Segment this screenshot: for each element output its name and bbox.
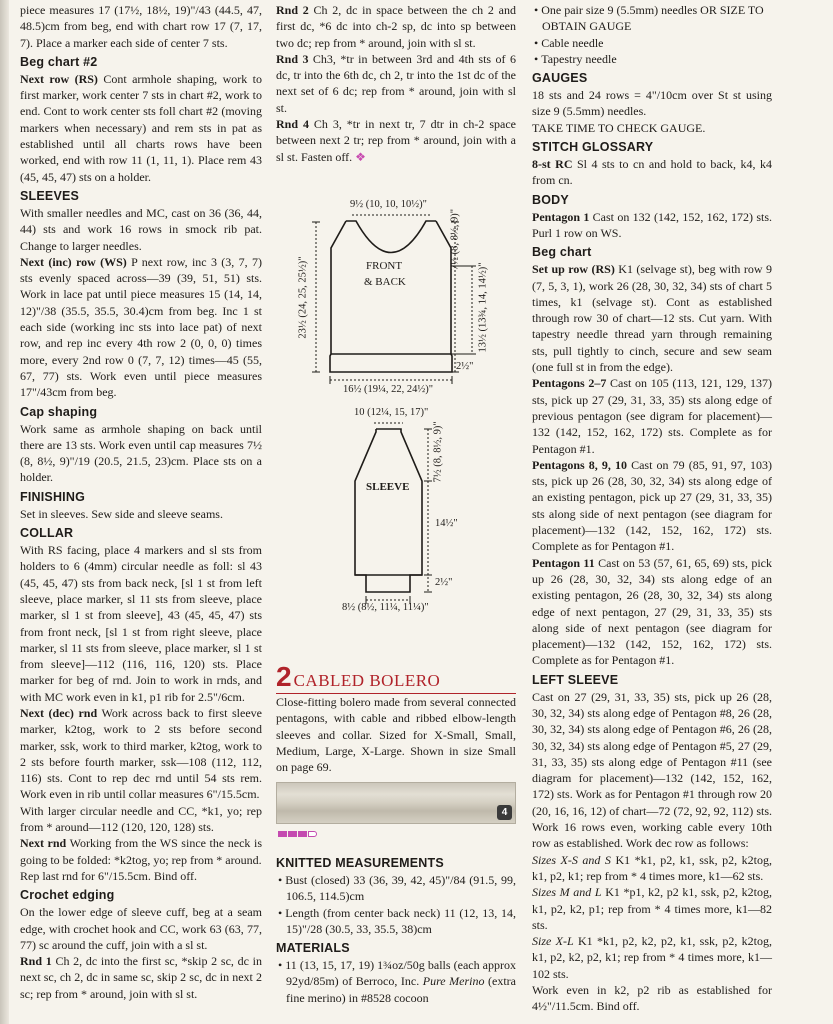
sleeve-length-label: 14½" <box>435 518 458 529</box>
material-yarn-end: (extra fine merino) in #8528 cocoon <box>286 974 516 1005</box>
end-mark-icon: ❖ <box>355 149 366 164</box>
step-text: K1 (selvage st), beg with row 9 (7, 5, 3, 1), work 26 (28, 30, 32, 34) sts of chart 5 times, k1 (selvage st). Cont as established through row 30 of chart—12 sts. Cut yarn. With tapestry needle thread yarn through remaining sts, pull tightly to cinch, secure and sew seam (one full st in from the edge). <box>532 262 772 375</box>
front-left-height-label: 23½ (24, 25, 25½)" <box>297 256 309 339</box>
step-lead: Pentagon 1 <box>532 209 590 224</box>
list-item: • One pair size 9 (5.5mm) needles OR SIZE TO OBTAIN GAUGE <box>532 2 772 35</box>
skill-segment-empty <box>308 831 317 837</box>
step-text: Sl 4 sts to cn and hold to back, k4, k4 from cn. <box>532 157 772 188</box>
heading-beg-chart-2: Beg chart #2 <box>20 54 98 69</box>
step-text: Cont armhole shaping, work to first marker, work center 7 sts in chart #2, work to end. Cont to work center sts foll chart #2 (moving markers when necessary) and rem sts in pat as established until all charts rows have been worked, end with row 11 (1, 11, 1). Place rem 43 (45, 45, 47) sts on a holder. <box>20 71 262 184</box>
paragraph <box>20 705 262 803</box>
step-lead: Pentagons 8, 9, 10 <box>532 457 627 472</box>
heading-stitch-glossary: STITCH GLOSSARY <box>532 140 654 155</box>
skill-segment <box>298 831 307 837</box>
column-middle-bottom <box>276 852 516 1006</box>
paragraph <box>20 71 262 185</box>
front-top-width-label: 9½ (10, 10, 10½)" <box>350 199 427 210</box>
paragraph <box>276 116 516 165</box>
step-text: Cast on 53 (57, 61, 65, 69) sts, pick up 26 (28, 30, 32, 34) sts along edge of an existing pentagon, 26 (28, 30, 32, 34) sts along edge of next pentagon, 27 (29, 31, 33, 35) sts along side of next pentagon (see diagram for placement)—132 (142, 152, 162, 172) sts. Complete as for Pentagon #1. <box>532 555 772 668</box>
front-rib-label: 2½" <box>456 361 474 372</box>
paragraph <box>532 156 772 189</box>
sleeve-cap-label: 7½ (8, 8½, 9)" <box>432 421 444 483</box>
sleeve-label: SLEEVE <box>366 481 410 493</box>
heading-left-sleeve: LEFT SLEEVE <box>532 672 619 687</box>
paragraph: On the lower edge of sleeve cuff, beg at a seam edge, with crochet hook and CC, work 63 (63, 77, 77) sc around the cuff, join with a sl st. <box>20 905 262 952</box>
step-text: Work across back to first sleeve marker, k2tog, work to 2 sts before second marker, ssk, work to third marker, k2tog, work to 2 sts before fourth marker, ssk—108 (112, 112, 116) sts. Cont to rep dec rnd until 54 sts rem. Work even in rib until collar measures 6"/15.5cm. <box>20 705 262 802</box>
front-label-line1: FRONT <box>366 260 403 272</box>
paragraph: With smaller needles and MC, cast on 36 (36, 44, 44) sts and work 16 rows in smock rib pat. Change to larger needles. <box>20 205 262 253</box>
step-text: Ch 2, dc in space between the ch 2 and first dc, *6 dc into ch-2 sp, dc into sp between two dc; rep from * around, join with sl st. <box>276 3 516 50</box>
step-lead: Next (dec) rnd <box>20 705 98 720</box>
step-lead: 8-st RC <box>532 157 573 172</box>
paragraph: 18 sts and 24 rows = 4"/10cm over St st using size 9 (5.5mm) needles. <box>532 88 772 119</box>
step-text: Cast on 79 (85, 91, 97, 103) sts, pick up 26 (28, 30, 32, 34) sts along edge of an existing pentagon, pick up 27 (29, 31, 33, 35) sts along side of next pentagon (see diagram for placement)—132 (142, 152, 162, 172) sts. Complete as for Pentagon #1. <box>532 457 773 554</box>
pattern-number: 2 <box>276 661 292 692</box>
heading-materials: MATERIALS <box>276 941 350 956</box>
paragraph <box>532 375 772 456</box>
paragraph <box>532 884 772 933</box>
step-text: K1 *p1, k2, p2 k1, ssk, p2, k2tog, k1, p2, k2, p1; rep from * 4 times more, k1—82 sts. <box>532 885 772 932</box>
paragraph <box>276 51 516 116</box>
front-side-label: 13½ (13¾, 14, 14½)" <box>477 262 489 353</box>
front-armhole-label: 7½ (8, 8½, 9)" <box>449 208 461 271</box>
size-lead: Sizes X-S and S <box>532 852 611 867</box>
sleeve-schematic <box>290 404 520 619</box>
step-lead: Pentagon 11 <box>532 555 595 570</box>
skill-segment <box>278 831 287 837</box>
paragraph: With larger circular needle and CC, *k1, yo; rep from * around—112 (120, 120, 128) sts. <box>20 803 262 835</box>
paragraph <box>532 209 772 242</box>
heading-collar: COLLAR <box>20 526 74 541</box>
sleeve-outline <box>290 404 520 619</box>
paragraph: Rep last rnd for 6"/15.5cm. Bind off. <box>20 868 197 883</box>
sleeve-bottom-width-label: 8½ (8½, 11¼, 11¼)" <box>342 602 429 613</box>
paragraph <box>532 457 772 555</box>
paragraph: Set in sleeves. Sew side and sleeve seams. <box>20 506 223 521</box>
column-right <box>532 2 772 1015</box>
heading-finishing: FINISHING <box>20 489 85 504</box>
paragraph <box>20 953 262 1002</box>
step-text: Ch 2, dc into the first sc, *skip 2 sc, dc in next sc, ch 2, dc in same sc, skip 2 sc, dc in next 2 sc; rep from * around, join with sl st. <box>20 954 262 1001</box>
paragraph <box>532 555 772 669</box>
paragraph <box>532 261 772 375</box>
heading-beg-chart: Beg chart <box>532 245 592 260</box>
heading-knitted-measurements: KNITTED MEASUREMENTS <box>276 856 444 870</box>
step-lead: Rnd 2 <box>276 3 309 17</box>
list-item: • Length (from center back neck) 11 (12, 13, 14, 15)"/28 (30.5, 33, 35.5, 38)cm <box>276 905 516 938</box>
heading-crochet-edging: Crochet edging <box>20 888 115 903</box>
swatch-weight-badge: 4 <box>497 805 512 820</box>
step-text: P next row, inc 3 (3, 7, 7) sts evenly spaced across—39 (39, 51, 51) sts. Work in lace pat until piece measures 15 (14, 14, 12)"/38 (35.5, 35.5, 30.4)cm from beg. Inc 1 st each side (working inc sts into lace pat) of next row, and rep inc every 4th row 2 (0, 0, 0) times more, every 2nd row 0 (7, 7, 12) times—45 (55, 67, 77) sts. Work even until piece measures 17"/43cm from beg. <box>20 254 262 400</box>
material-yarn-name: Pure Merino <box>422 974 485 989</box>
front-bottom-width-label: 16½ (19¼, 22, 24½)" <box>343 384 434 395</box>
skill-level-meter <box>278 831 317 837</box>
column-left <box>20 2 262 1002</box>
paragraph: Work same as armhole shaping on back until there are 13 sts. Work even until cap measures 7½ (8, 8½, 9)"/19 (20.5, 21.5, 23)cm. Place sts on a holder. <box>20 421 262 485</box>
heading-sleeves: SLEEVES <box>20 188 80 203</box>
column-middle <box>276 2 516 165</box>
step-lead: Rnd 3 <box>276 51 309 66</box>
step-lead: Set up row (RS) <box>532 262 615 277</box>
step-lead: Next row (RS) <box>20 71 98 86</box>
heading-body: BODY <box>532 192 569 207</box>
list-item: • Cable needle <box>532 35 772 51</box>
paragraph: Cast on 27 (29, 31, 33, 35) sts, pick up 26 (28, 30, 32, 34) sts along edge of Pentagon #8, 26 (28, 30, 32, 34) sts along edge of Pentagon #6, 26 (28, 30, 32, 34) sts along edge of Pentagon #5, 27 (29, 31, 33, 35) sts along edge of Pentagon #11 (see diagram for placement)—132 (142, 152, 162, 172) sts. Work as for Pentagon #1 through row 20 (20, 16, 16, 12) of chart—72 (72, 92, 92, 112) sts. Work 16 rows even, working cable every 10th row as established. Work dec row as follows: <box>532 689 772 851</box>
step-text: Ch 3, *tr in next tr, 7 dtr in ch-2 space between next 2 tr; rep from * around, join with a sl st. Fasten off. <box>276 117 517 164</box>
skill-segment <box>288 831 297 837</box>
heading-gauges: GAUGES <box>532 71 588 86</box>
step-text: Ch3, *tr in between 3rd and 4th sts of 6 dc, tr into the 6th dc, ch 2, tr into the 1st dc of the next set of 6 dc; rep from * around, join with sl st. <box>276 51 516 115</box>
paragraph: piece measures 17 (17½, 18½, 19)"/43 (44.5, 47, 48.5)cm from beg, end with chart row 17 (7, 17, 7). Place a marker each side of center 7 sts. <box>20 3 262 50</box>
pattern-title <box>276 661 516 694</box>
paragraph <box>532 852 772 885</box>
step-lead: Next (inc) row (WS) <box>20 254 127 269</box>
paragraph: With RS facing, place 4 markers and sl sts from holders to 6 (4mm) circular needle as foll: sl 43 (45, 45, 47) sts from back neck, [sl 1 st from left sleeve, place marker, sl 11 sts from sleeve, place marker, sl 1 st from sleeve], 43 (45, 45, 47) sts from front neck, [sl 1 st from right sleeve, place marker, sl 11 sts from sleeve, place marker, sl 1 st from sleeve]—112 (116, 116, 120) sts. Place marker for beg of rnd. Join to work in rnds, and with MC work even in k1, p1 rib for 2.5"/6cm. <box>20 543 262 704</box>
step-lead: Next rnd <box>20 836 67 851</box>
paragraph <box>20 835 262 868</box>
front-label-line2: & BACK <box>364 276 406 288</box>
sleeve-top-width-label: 10 (12¼, 15, 17)" <box>354 407 429 418</box>
step-text: Cast on 105 (113, 121, 129, 137) sts, pick up 27 (29, 31, 33, 35) sts along edge of previous pentagon (see digram for placement)—132 (142, 152, 162, 172) sts. Complete as for Pentagon #1. <box>532 376 772 456</box>
list-item: • Bust (closed) 33 (36, 39, 42, 45)"/84 (91.5, 99, 106.5, 114.5)cm <box>276 872 516 905</box>
front-back-schematic <box>290 196 520 401</box>
sleeve-cuff-label: 2½" <box>435 577 453 588</box>
pattern-intro: Close-fitting bolero made from several connected pentagons, with cable and ribbed elbow-length sleeves and collar. Sized for X-Small, Small, Medium, Large, X-Large. Shown in size Small on page 69. <box>276 695 516 775</box>
paragraph: TAKE TIME TO CHECK GAUGE. <box>532 120 706 135</box>
step-text: K1 *k1, p2, k2, p2, k1, ssk, p2, k2tog, k1, p2, k2, p2, k1; rep from * 4 times more, k1—102 sts. <box>532 934 772 981</box>
page-spine-shadow <box>0 0 9 1024</box>
yarn-swatch-image <box>276 782 516 824</box>
step-text: K1 *k1, p2, k1, ssk, p2, k2tog, k1, p2, k1; rep from * 4 times more, k1—62 sts. <box>532 852 773 883</box>
heading-cap-shaping: Cap shaping <box>20 404 98 419</box>
step-lead: Rnd 1 <box>20 954 52 969</box>
size-lead: Size X-L <box>532 934 574 949</box>
pattern-name: CABLED BOLERO <box>293 671 441 690</box>
step-lead: Pentagons 2–7 <box>532 376 607 391</box>
list-item: • Tapestry needle <box>532 51 772 67</box>
step-text: Cast on 132 (142, 152, 162, 172) sts. Purl 1 row on WS. <box>532 209 773 240</box>
list-item <box>276 957 516 1006</box>
material-yarn: 11 (13, 15, 17, 19) 1¾oz/50g balls (each approx 92yd/85m) of Berroco, Inc. <box>285 958 516 989</box>
paragraph <box>276 2 516 51</box>
step-text: Working from the WS since the neck is going to be folded: *k2tog, yo; rep from * around. <box>20 836 262 867</box>
size-lead: Sizes M and L <box>532 885 602 900</box>
paragraph: Work even in k2, p2 rib as established for 4½"/11.5cm. Bind off. <box>532 983 772 1014</box>
paragraph <box>532 933 772 982</box>
paragraph <box>20 254 262 401</box>
step-lead: Rnd 4 <box>276 117 309 132</box>
